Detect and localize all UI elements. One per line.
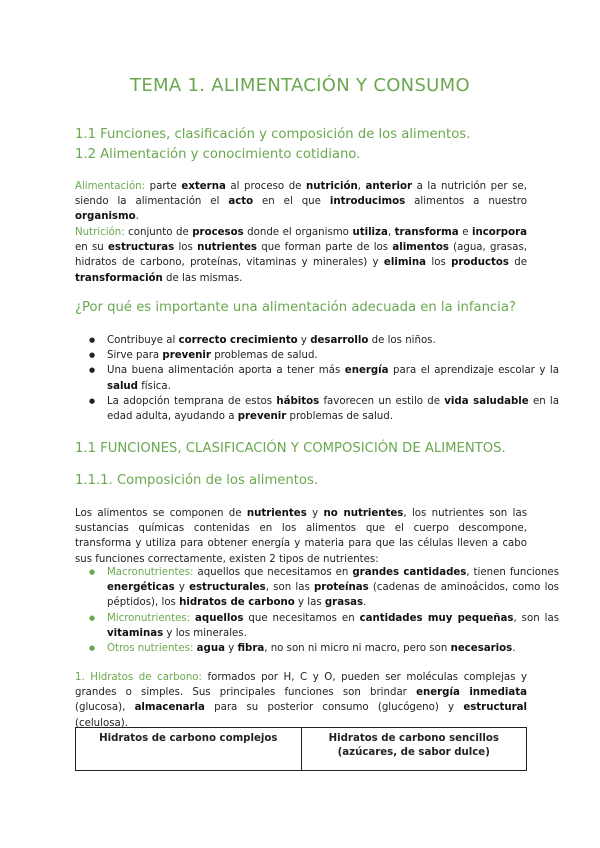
- table-header-row: [76, 728, 527, 771]
- list-item: [107, 394, 559, 424]
- text: La adopción temprana de estos: [107, 395, 277, 407]
- text: y: [306, 508, 324, 519]
- bold-term: nutrientes: [197, 242, 257, 254]
- text: (celulosa).: [75, 717, 128, 729]
- text: .: [512, 643, 516, 655]
- alimentacion-paragraph: [75, 179, 527, 225]
- bold-term: acto: [228, 196, 254, 208]
- text: alimentos a nuestro: [405, 196, 528, 208]
- bold-term: desarrollo: [310, 335, 369, 346]
- bold-term: energía: [344, 365, 389, 377]
- text: ,: [387, 227, 395, 238]
- bold-term: productos: [451, 257, 509, 269]
- section-heading: 1.1 FUNCIONES, CLASIFICACIÓN Y COMPOSICIÓN DE ALIMENTOS.: [75, 441, 506, 456]
- text: en su: [75, 242, 108, 254]
- bold-term: procesos: [192, 227, 244, 238]
- text: , tienen funciones: [466, 567, 560, 578]
- bold-term: utiliza: [352, 227, 388, 238]
- text: para el aprendizaje escolar y la: [388, 365, 559, 377]
- text: Sirve para: [107, 350, 163, 362]
- text: .: [363, 597, 367, 609]
- text: ,: [357, 181, 366, 192]
- bold-term: nutrición: [306, 181, 358, 192]
- text: aquellos que necesitamos en: [193, 567, 353, 578]
- text: , no son ni micro ni macro, pero son: [264, 643, 451, 655]
- text: de los niños.: [368, 335, 436, 346]
- text: e: [458, 227, 472, 238]
- text: los: [174, 242, 198, 254]
- text: Una buena alimentación aporta a tener más: [107, 365, 345, 377]
- macro-label: Macronutrientes:: [107, 567, 194, 578]
- text: Contribuye al: [107, 335, 179, 346]
- bold-term: aquellos: [195, 612, 244, 624]
- table-header-complex: Hidratos de carbono complejos: [76, 728, 302, 771]
- text: parte: [145, 181, 182, 192]
- list-item: [107, 611, 559, 641]
- bold-term: salud: [107, 380, 138, 392]
- bold-term: incorpora: [472, 227, 527, 238]
- text: al proceso de: [225, 181, 307, 192]
- text: y: [297, 335, 311, 346]
- text: , los nutrientes son las sustancias químicas contenidas en los alimentos que el cuerpo descompone, transforma y utiliza para obtener energía y materia para que las células lleven a cabo sus funciones correctamente, existen 2 tipos de nutrientes:: [75, 508, 528, 565]
- nutricion-paragraph: [75, 225, 527, 286]
- text: a la nutrición per se, siendo la alimentación el: [75, 181, 527, 208]
- list-item: [107, 565, 559, 611]
- subtitle-2: 1.2 Alimentación y conocimiento cotidiano.: [75, 147, 361, 162]
- bold-term: agua: [196, 643, 225, 655]
- text: de las mismas.: [162, 272, 243, 284]
- bold-term: anterior: [365, 181, 412, 192]
- bold-term: proteínas: [313, 582, 369, 594]
- nutrient-types-list: [75, 565, 559, 656]
- list-item: [107, 363, 559, 393]
- question-heading: ¿Por qué es importante una alimentación adecuada en la infancia?: [75, 300, 516, 315]
- bold-term: correcto crecimiento: [178, 335, 298, 346]
- bold-term: energía inmediata: [416, 687, 527, 699]
- hidratos-paragraph: [75, 670, 527, 731]
- bold-term: no nutrientes: [323, 508, 404, 519]
- composicion-paragraph: [75, 506, 527, 567]
- bold-term: vida saludable: [444, 395, 529, 407]
- text: y las: [294, 597, 325, 609]
- text: formados por H, C y O, pueden ser moléculas complejas y grandes o simples. Sus principales funciones son brindar: [75, 672, 527, 699]
- page-title: TEMA 1. ALIMENTACIÓN Y CONSUMO: [130, 75, 470, 96]
- bold-term: prevenir: [237, 411, 287, 423]
- text: favorecen un estilo de: [319, 395, 445, 407]
- text: y: [224, 643, 238, 655]
- bold-term: externa: [181, 181, 226, 192]
- text: los: [426, 257, 452, 269]
- bold-term: grasas: [324, 597, 364, 609]
- subsection-heading: 1.1.1. Composición de los alimentos.: [75, 473, 319, 488]
- text: (cadenas de aminoácidos, como los péptidos), los: [107, 582, 559, 609]
- hidratos-label: 1. Hidratos de carbono:: [75, 672, 202, 683]
- text: y los minerales.: [163, 627, 247, 639]
- text: donde el organismo: [243, 227, 353, 238]
- subtitle-1: 1.1 Funciones, clasificación y composición de los alimentos.: [75, 127, 471, 142]
- text: física.: [137, 380, 171, 392]
- bold-term: nutrientes: [246, 508, 307, 519]
- carbohydrates-table: [75, 727, 527, 771]
- text: conjunto de: [124, 227, 193, 238]
- table-header-simple: Hidratos de carbono sencillos (azúcares, de sabor dulce): [301, 728, 527, 771]
- bold-term: vitaminas: [107, 627, 164, 639]
- bold-term: cantidades muy pequeñas: [359, 612, 514, 624]
- text: Los alimentos se componen de: [75, 508, 247, 519]
- bold-term: hidratos de carbono: [179, 597, 295, 609]
- otros-label: Otros nutrientes:: [107, 643, 194, 655]
- bold-term: elimina: [383, 257, 427, 269]
- bold-term: grandes cantidades: [352, 567, 467, 578]
- text: que forman parte de los: [256, 242, 393, 254]
- text: de: [508, 257, 527, 269]
- bold-term: prevenir: [162, 350, 211, 362]
- text: en la edad adulta, ayudando a: [107, 395, 559, 423]
- bold-term: transforma: [394, 227, 459, 238]
- text: para su posterior consumo (glucógeno) y: [204, 702, 464, 714]
- text: .: [135, 211, 139, 223]
- text: , son las: [513, 612, 559, 624]
- list-item: [107, 333, 559, 348]
- text: que necesitamos en: [243, 612, 360, 624]
- bold-term: fibra: [237, 643, 265, 655]
- alimentacion-label: Alimentación:: [75, 181, 146, 192]
- text: (glucosa),: [75, 702, 135, 714]
- bold-term: estructuras: [107, 242, 175, 254]
- text: problemas de salud.: [210, 350, 318, 362]
- bold-term: estructurales: [189, 582, 266, 594]
- bold-term: organismo: [75, 211, 136, 223]
- nutricion-label: Nutrición:: [75, 227, 125, 238]
- bold-term: necesarios: [450, 643, 513, 655]
- bold-term: introducimos: [329, 196, 406, 208]
- list-item: [107, 348, 559, 363]
- list-item: [107, 641, 559, 656]
- bold-term: estructural: [463, 702, 527, 714]
- bold-term: alimentos: [392, 242, 449, 254]
- text: en el que: [253, 196, 330, 208]
- text: problemas de salud.: [286, 411, 393, 423]
- bold-term: almacenarla: [134, 702, 205, 714]
- bold-term: transformación: [75, 272, 163, 284]
- text: y: [174, 582, 190, 594]
- reasons-list: [75, 333, 559, 424]
- micro-label: Micronutrientes:: [107, 612, 191, 624]
- bold-term: hábitos: [276, 395, 320, 407]
- text: (agua, grasas, hidratos de carbono, proteínas, vitaminas y minerales) y: [75, 242, 527, 269]
- bold-term: energéticas: [107, 582, 175, 594]
- text: , son las: [265, 582, 314, 594]
